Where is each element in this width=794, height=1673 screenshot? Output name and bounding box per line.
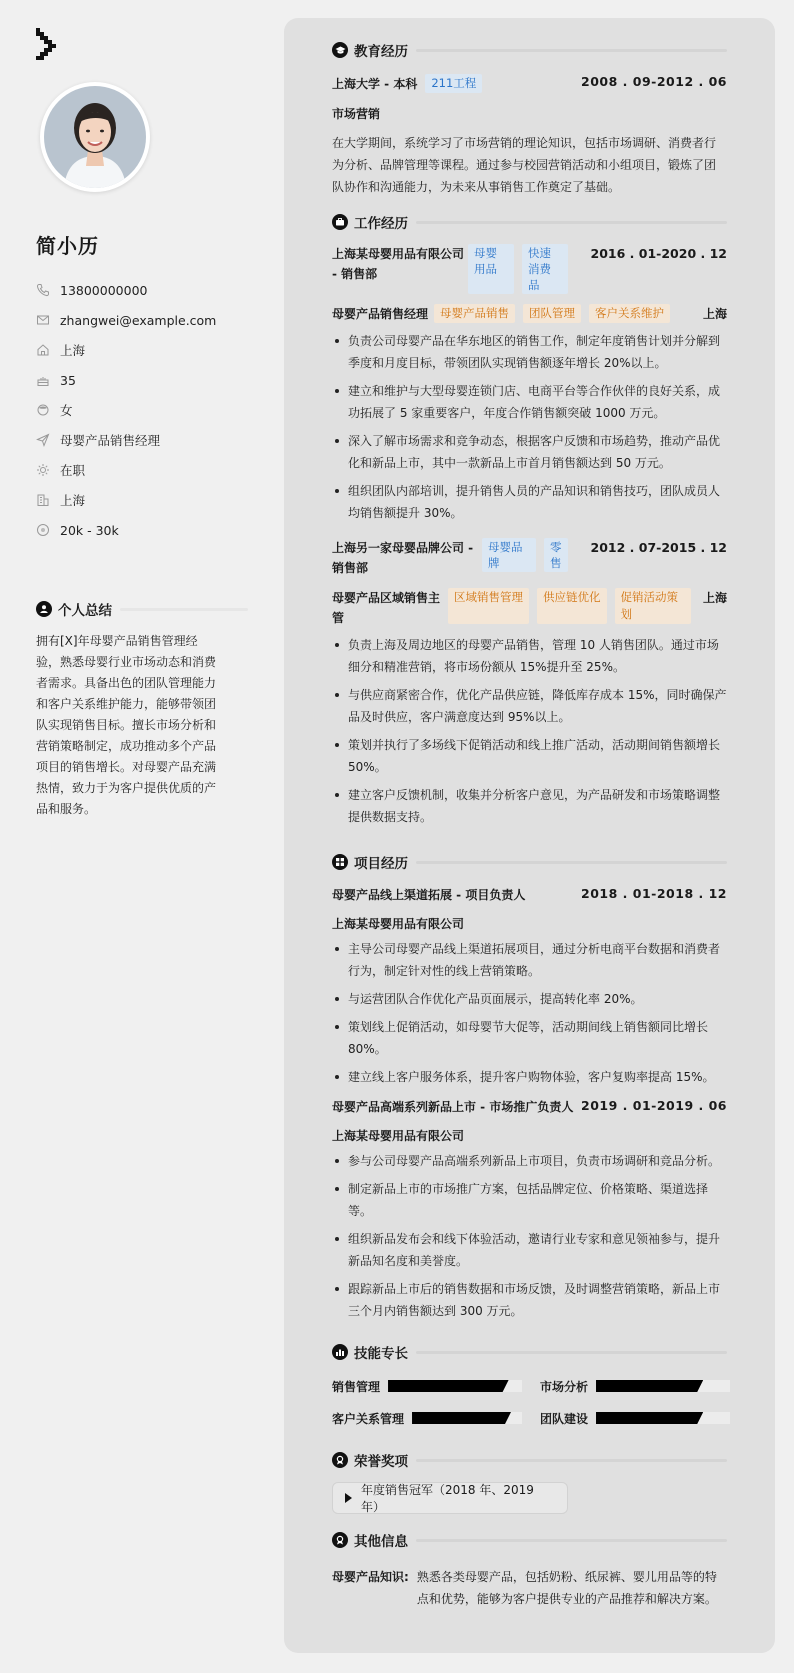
list-item: 与供应商紧密合作，优化产品供应链，降低库存成本 15%，同时确保产品及时供应，客户满意度达到 95%以上。 (332, 684, 727, 728)
job-role-row (332, 588, 727, 628)
projects-section-header (332, 852, 727, 872)
summary-title: 个人总结 (58, 603, 112, 619)
graduation-cap-icon (332, 42, 348, 58)
skill-item (540, 1408, 730, 1428)
skills-grid (332, 1376, 727, 1428)
info-age (36, 365, 248, 395)
section-divider (416, 1351, 727, 1354)
status-icon (36, 463, 50, 477)
skill-item (332, 1408, 522, 1428)
award-text: 年度销售冠军（2018 年、2019 年） (361, 1483, 534, 1514)
info-status (36, 455, 248, 485)
skill-bar (388, 1380, 522, 1392)
job-date: 2012 . 07-2015 . 12 (590, 540, 727, 555)
skill-bar (596, 1380, 730, 1392)
info-gender (36, 395, 248, 425)
project-date: 2019 . 01-2019 . 06 (581, 1098, 727, 1113)
education-section-header (332, 40, 727, 60)
job-entry (332, 244, 727, 524)
home-icon (36, 343, 50, 357)
list-item: 与运营团队合作优化产品页面展示，提高转化率 20%。 (332, 988, 727, 1010)
skill-bar (412, 1412, 522, 1424)
info-icon (332, 1532, 348, 1548)
role-tag: 促销活动策划 (615, 588, 691, 624)
project-org: 上海某母婴用品有限公司 (332, 917, 465, 931)
info-text: 35 (60, 372, 76, 388)
project-bullets (332, 1150, 727, 1322)
section-divider (120, 608, 248, 611)
job-company: 上海另一家母婴品牌公司 - 销售部 (332, 541, 474, 575)
skill-bar-fill (388, 1380, 509, 1392)
phone-icon (36, 283, 50, 297)
skill-bar-fill (596, 1380, 703, 1392)
list-item: 深入了解市场需求和竞争动态，根据客户反馈和市场趋势，推动产品优化和新品上市，其中一款新品上市首月销售额达到 50 万元。 (332, 430, 727, 474)
role-tag: 客户关系维护 (589, 304, 670, 323)
profile-name: 简小历 (36, 234, 99, 258)
list-item: 制定新品上市的市场推广方案，包括品牌定位、价格策略、渠道选择等。 (332, 1178, 727, 1222)
info-text: 母婴产品销售经理 (60, 433, 161, 448)
skill-bar (596, 1412, 730, 1424)
education-description: 在大学期间，系统学习了市场营销的理论知识，包括市场调研、消费者行为分析、品牌管理等课程。通过参与校园营销活动和小组项目，锻炼了团队协作和沟通能力，为未来从事销售工作奠定了基础。 (332, 136, 717, 194)
job-bullets (332, 330, 727, 524)
section-divider (416, 1459, 727, 1462)
skills-section-header (332, 1342, 727, 1362)
education-header-row (332, 74, 727, 93)
info-home (36, 335, 248, 365)
salary-icon (36, 523, 50, 537)
list-item: 建立客户反馈机制，收集并分析客户意见，为产品研发和市场策略调整提供数据支持。 (332, 784, 727, 828)
role-tag: 母婴产品销售 (434, 304, 515, 323)
briefcase-icon (332, 214, 348, 230)
role-tag: 区域销售管理 (448, 588, 529, 624)
skill-name: 客户关系管理 (332, 1411, 405, 1426)
section-divider (416, 861, 727, 864)
project-bullets (332, 938, 727, 1088)
list-item: 建立和维护与大型母婴连锁门店、电商平台等合作伙伴的良好关系，成功拓展了 5 家重要客户，年度合作销售额突破 1000 万元。 (332, 380, 727, 424)
school-name: 上海大学 - 本科 (332, 77, 418, 91)
project-entry (332, 886, 727, 1088)
award-item[interactable] (332, 1482, 568, 1514)
job-tag: 零售 (544, 538, 568, 572)
summary-section-header (36, 599, 248, 619)
other-info-row (332, 1566, 727, 1610)
job-tag: 快速消费品 (522, 244, 568, 294)
job-entry (332, 538, 727, 828)
skill-item (332, 1376, 522, 1396)
other-section-header (332, 1530, 727, 1550)
honors-section-header (332, 1450, 727, 1470)
list-item: 策划并执行了多场线下促销活动和线上推广活动，活动期间销售额增长 50%。 (332, 734, 727, 778)
list-item: 跟踪新品上市后的销售数据和市场反馈，及时调整营销策略，新品上市三个月内销售额达到 300 万元。 (332, 1278, 727, 1322)
info-city (36, 485, 248, 515)
work-title: 工作经历 (354, 216, 408, 232)
grid-icon (332, 854, 348, 870)
school-tag: 211工程 (425, 74, 482, 93)
list-item: 组织团队内部培训，提升销售人员的产品知识和销售技巧，团队成员人均销售额提升 30%。 (332, 480, 727, 524)
triangle-right-icon (345, 1493, 352, 1503)
project-header-row (332, 1098, 727, 1115)
list-item: 参与公司母婴产品高端系列新品上市项目，负责市场调研和竞品分析。 (332, 1150, 727, 1172)
skill-item (540, 1376, 730, 1396)
job-location: 上海 (702, 591, 727, 605)
list-item: 策划线上促销活动，如母婴节大促等，活动期间线上销售额同比增长 80%。 (332, 1016, 727, 1060)
project-header-row (332, 886, 727, 903)
job-company: 上海某母婴用品有限公司 - 销售部 (332, 247, 465, 281)
skill-bar-fill (596, 1412, 703, 1424)
project-name: 母婴产品高端系列新品上市 - 市场推广负责人 (332, 1100, 574, 1114)
resume-main-panel (284, 18, 775, 1653)
skill-name: 团队建设 (540, 1411, 589, 1426)
skill-name: 市场分析 (540, 1379, 589, 1394)
info-text: zhangwei@example.com (60, 312, 217, 328)
role-tag: 供应链优化 (537, 588, 607, 624)
education-major: 市场营销 (332, 107, 381, 121)
education-date: 2008 . 09-2012 . 06 (581, 74, 727, 89)
send-icon (36, 433, 50, 447)
info-phone (36, 275, 248, 305)
info-text: 在职 (60, 463, 86, 478)
bar-chart-icon (332, 1344, 348, 1360)
summary-text: 拥有[X]年母婴产品销售管理经验，熟悉母婴行业市场动态和消费者需求。具备出色的团队管理能力和客户关系维护能力，能够带领团队实现销售目标。擅长市场分析和营销策略制定，成功推动多个产品项目的销售增长。对母婴产品充满热情，致力于为客户提供优质的产品和服务。 (36, 634, 217, 816)
info-text: 20k - 30k (60, 522, 119, 538)
profile-sidebar (0, 0, 284, 1673)
job-tag: 母婴品牌 (482, 538, 536, 572)
mail-icon (36, 313, 50, 327)
skill-bar-fill (412, 1412, 511, 1424)
job-role: 母婴产品区域销售主管 (332, 591, 441, 625)
job-bullets (332, 634, 727, 828)
list-item: 负责公司母婴产品在华东地区的销售工作，制定年度销售计划并分解到季度和月度目标，带领团队实现销售额逐年增长 20%以上。 (332, 330, 727, 374)
section-divider (416, 49, 727, 52)
project-entry (332, 1098, 727, 1322)
job-location: 上海 (702, 307, 727, 321)
other-text: 熟悉各类母婴产品，包括奶粉、纸尿裤、婴儿用品等的特点和优势，能够为客户提供专业的产品推荐和解决方案。 (416, 1570, 717, 1606)
project-name: 母婴产品线上渠道拓展 - 项目负责人 (332, 888, 526, 902)
info-salary (36, 515, 248, 545)
list-item: 主导公司母婴产品线上渠道拓展项目，通过分析电商平台数据和消费者行为，制定针对性的线上营销策略。 (332, 938, 727, 982)
list-item: 组织新品发布会和线下体验活动，邀请行业专家和意见领袖参与，提升新品知名度和美誉度。 (332, 1228, 727, 1272)
skill-name: 销售管理 (332, 1379, 381, 1394)
job-date: 2016 . 01-2020 . 12 (590, 246, 727, 261)
job-header-row (332, 538, 727, 578)
job-role: 母婴产品销售经理 (332, 307, 429, 321)
section-divider (416, 221, 727, 224)
project-date: 2018 . 01-2018 . 12 (581, 886, 727, 901)
logo-chevron-icon (36, 28, 58, 60)
job-header-row (332, 244, 727, 294)
avatar (40, 82, 150, 192)
gender-icon (36, 403, 50, 417)
honors-title: 荣誉奖项 (354, 1454, 408, 1470)
skills-title: 技能专长 (354, 1346, 408, 1362)
person-icon (36, 601, 52, 617)
info-text: 上海 (60, 343, 86, 358)
section-divider (416, 1539, 727, 1542)
building-icon (36, 493, 50, 507)
other-title: 其他信息 (354, 1534, 408, 1550)
medal-icon (332, 1452, 348, 1468)
job-role-row (332, 304, 727, 324)
info-position (36, 425, 248, 455)
info-text: 女 (60, 403, 73, 418)
role-tag: 团队管理 (523, 304, 581, 323)
project-org: 上海某母婴用品有限公司 (332, 1129, 465, 1143)
info-text: 上海 (60, 493, 86, 508)
job-tag: 母婴用品 (468, 244, 514, 294)
age-icon (36, 373, 50, 387)
list-item: 建立线上客户服务体系，提升客户购物体验，客户复购率提高 15%。 (332, 1066, 727, 1088)
info-text: 13800000000 (60, 282, 148, 298)
projects-title: 项目经历 (354, 856, 408, 872)
work-section-header (332, 212, 727, 232)
education-title: 教育经历 (354, 44, 408, 60)
contact-info-list (36, 275, 248, 545)
info-email (36, 305, 248, 335)
other-label: 母婴产品知识: (332, 1570, 409, 1584)
list-item: 负责上海及周边地区的母婴产品销售，管理 10 人销售团队。通过市场细分和精准营销，将市场份额从 15%提升至 25%。 (332, 634, 727, 678)
